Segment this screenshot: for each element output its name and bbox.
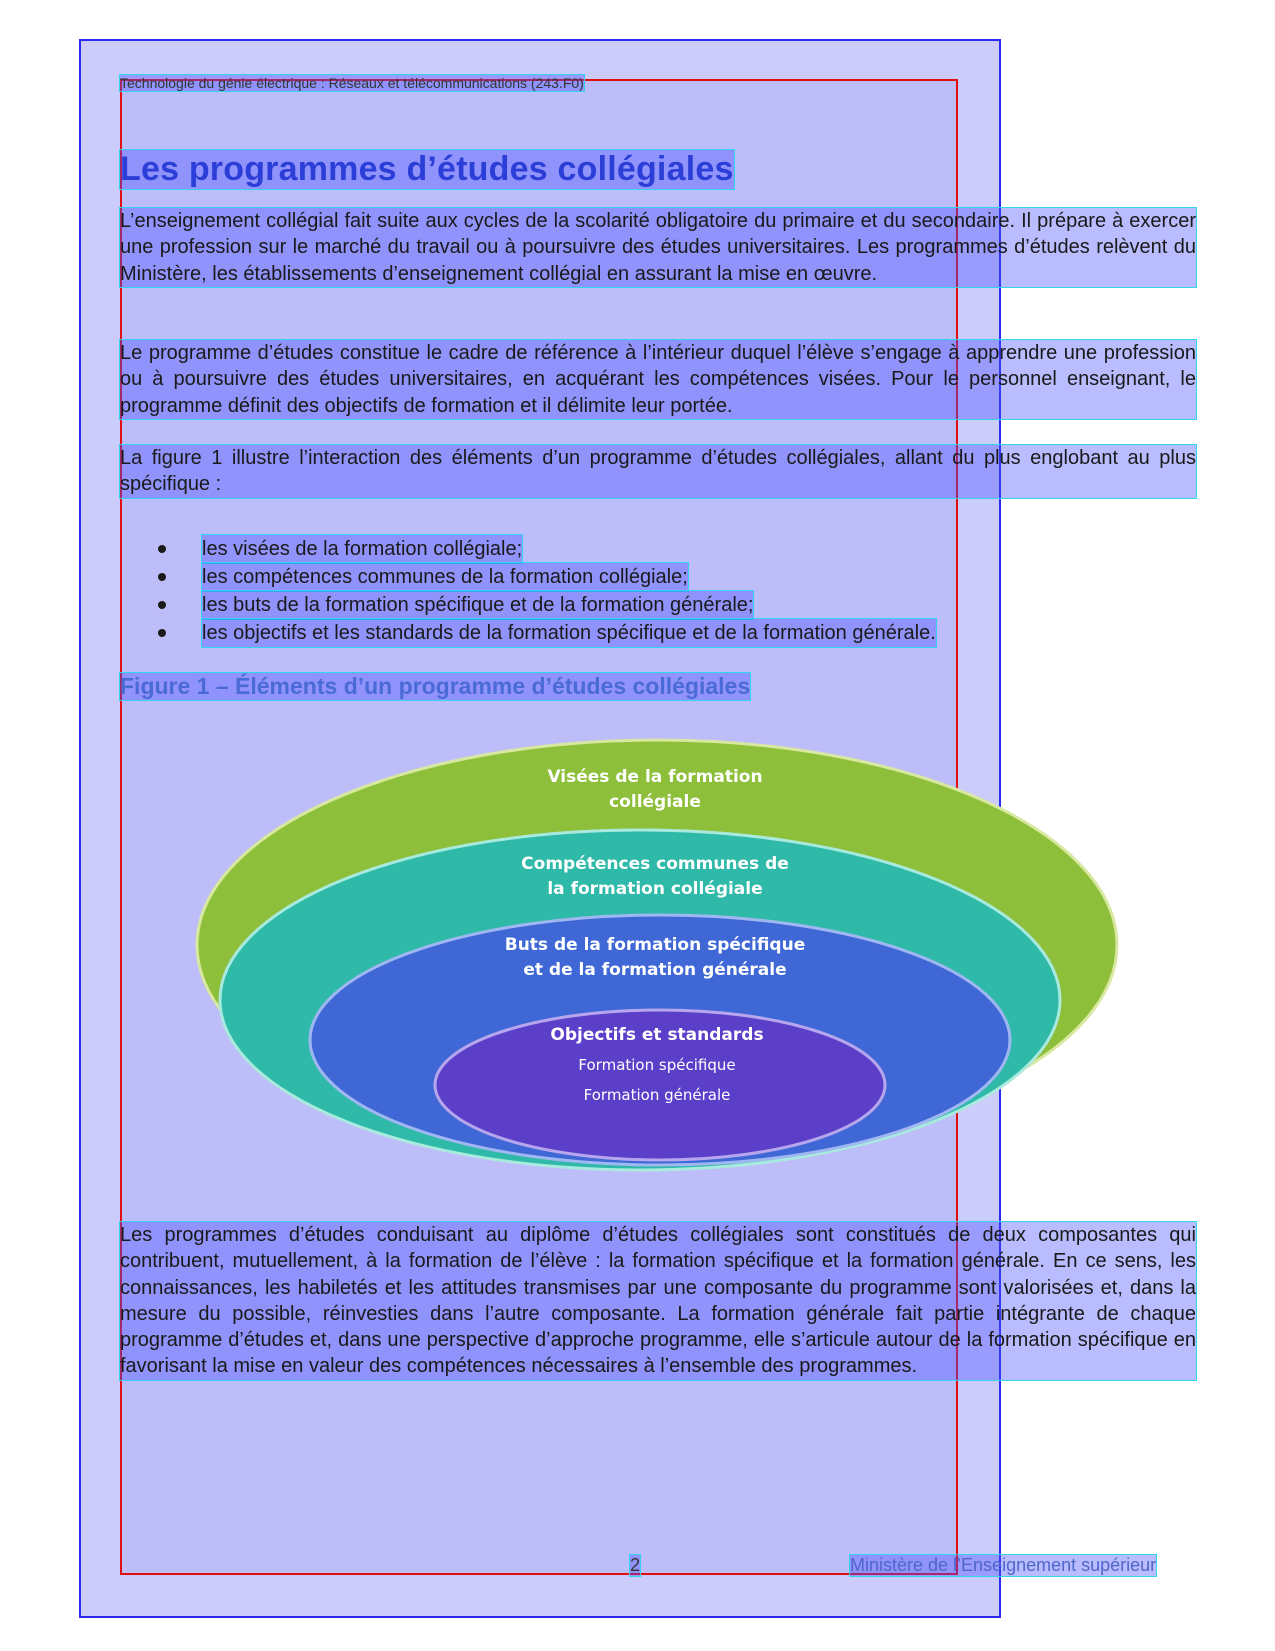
program-paragraph: Le programme d’études constitue le cadre de référence à l’intérieur duquel l’élève s’engage à apprendre une profession ou à poursuivre des études universitaires, en acquérant les compétences visées. Pour le personnel enseignant, le programme définit des objectifs de formation et il délimite leur portée. — [120, 340, 1196, 419]
formation-specifique-label: Formation spécifique — [578, 1056, 736, 1074]
bullet-icon — [158, 573, 166, 581]
page-number: 2 — [630, 1555, 641, 1575]
page-header: Technologie du génie électrique : Réseaux et télécommunications (243.F0) — [120, 75, 584, 91]
buts-label-line1: Buts de la formation spécifique — [504, 935, 806, 955]
objectifs-label: Objectifs et standards — [550, 1025, 764, 1045]
list-item: les buts de la formation spécifique et de la formation générale; — [150, 591, 936, 619]
bullet-icon — [158, 601, 166, 609]
intro-paragraph: L’enseignement collégial fait suite aux cycles de la scolarité obligatoire du primaire et du secondaire. Il prépare à exercer une profession sur le marché du travail ou à poursuivre des études universitaires. Les programmes d’études relèvent du Ministère, les établissements d’enseignement collégial en assurant la mise en œuvre. — [120, 208, 1196, 287]
list-item: les visées de la formation collégiale; — [150, 535, 936, 563]
list-item: les compétences communes de la formation collégiale; — [150, 563, 936, 591]
formation-generale-label: Formation générale — [583, 1086, 731, 1104]
list-item: les objectifs et les standards de la formation spécifique et de la formation générale. — [150, 619, 936, 647]
competences-label-line1: Compétences communes de — [521, 854, 789, 874]
components-paragraph: Les programmes d’études conduisant au diplôme d’études collégiales sont constitués de deux composantes qui contribuent, mutuellement, à la formation de l’élève : la formation spécifique et la formation générale. En ce sens, les connaissances, les habiletés et les attitudes transmises par une composante du programme sont valorisées et, dans la mesure du possible, réinvesties dans l’autre composante. La formation générale fait partie intégrante de chaque programme d’études et, dans une perspective d’approche programme, elle s’articule autour de la formation spécifique en favorisant la mise en valeur des compétences nécessaires à l’ensemble des programmes. — [120, 1222, 1196, 1380]
visees-label-line1: Visées de la formation — [547, 767, 763, 787]
nested-ellipses-diagram — [170, 735, 1145, 1175]
figure-caption: Figure 1 – Éléments d’un programme d’études collégiales — [120, 673, 751, 699]
buts-label-line2: et de la formation générale — [523, 960, 787, 980]
bullet-icon — [158, 545, 166, 553]
page-footer: Ministère de l’Enseignement supérieur — [850, 1555, 1157, 1575]
figure-intro-paragraph: La figure 1 illustre l’interaction des éléments d’un programme d’études collégiales, allant du plus englobant au plus spécifique : — [120, 445, 1196, 498]
elements-list — [150, 535, 936, 647]
visees-label-line2: collégiale — [609, 792, 701, 812]
page-title: Les programmes d’études collégiales — [120, 150, 734, 188]
competences-label-line2: la formation collégiale — [547, 879, 763, 899]
bullet-icon — [158, 629, 166, 637]
